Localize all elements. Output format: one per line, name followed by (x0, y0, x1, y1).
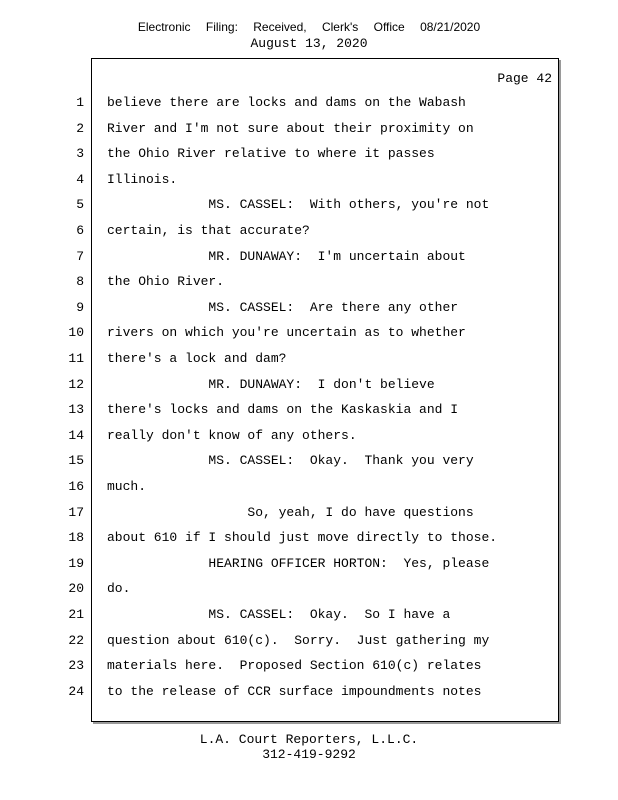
transcript-line (0, 479, 618, 504)
line-text: MS. CASSEL: Are there any other (107, 299, 459, 315)
line-text: about 610 if I should just move directly to those. (107, 530, 498, 546)
stamp-date: 08/21/2020 (420, 20, 481, 34)
transcript-line (0, 607, 618, 632)
stamp-label-clerks: Clerk's (321, 20, 359, 34)
transcript-line (0, 172, 618, 197)
line-number: 3 (76, 146, 84, 162)
transcript-line (0, 146, 618, 171)
transcript-line (0, 633, 618, 658)
line-number: 10 (68, 325, 84, 341)
transcript-line (0, 300, 618, 325)
transcript-line (0, 505, 618, 530)
stamp-label-filing: Filing: (205, 20, 238, 34)
line-text: MR. DUNAWAY: I don't believe (107, 376, 435, 392)
footer-company: L.A. Court Reporters, L.L.C. (199, 732, 419, 747)
transcript-line (0, 325, 618, 350)
line-number: 7 (76, 248, 84, 264)
line-text: the Ohio River relative to where it passes (107, 146, 435, 162)
line-text: question about 610(c). Sorry. Just gathering my (107, 632, 490, 648)
transcript-date: August 13, 2020 (250, 36, 368, 51)
line-number: 8 (76, 274, 84, 290)
line-number: 22 (68, 632, 84, 648)
line-text: River and I'm not sure about their proximity on (107, 120, 474, 136)
filing-stamp (0, 20, 618, 34)
line-number: 18 (68, 530, 84, 546)
transcript-line (0, 402, 618, 427)
line-number: 20 (68, 581, 84, 597)
line-number: 12 (68, 376, 84, 392)
transcript-line (0, 274, 618, 299)
line-text: MR. DUNAWAY: I'm uncertain about (107, 248, 466, 264)
line-number: 16 (68, 479, 84, 494)
line-text: MS. CASSEL: Okay. So I have a (107, 607, 451, 622)
line-text: materials here. Proposed Section 610(c) relates (107, 658, 482, 674)
transcript-line (0, 121, 618, 146)
line-number: 13 (68, 402, 84, 418)
line-text: certain, is that accurate? (107, 223, 310, 238)
line-text: the Ohio River. (107, 274, 225, 290)
line-number: 9 (76, 299, 84, 315)
line-text: believe there are locks and dams on the Wabash (107, 95, 466, 110)
line-number: 4 (76, 171, 84, 187)
line-text: HEARING OFFICER HORTON: Yes, please (107, 555, 490, 571)
transcript-line (0, 453, 618, 478)
line-number: 17 (68, 504, 84, 520)
line-text: much. (107, 479, 147, 494)
line-text: So, yeah, I do have questions (107, 504, 474, 520)
line-text: to the release of CCR surface impoundments notes (107, 683, 482, 699)
transcript-line (0, 377, 618, 402)
line-number: 14 (68, 427, 84, 443)
transcript-line (0, 556, 618, 581)
line-number: 2 (76, 120, 84, 136)
line-text: really don't know of any others. (107, 427, 357, 443)
transcript-line (0, 95, 618, 120)
stamp-label-received: Received, (253, 20, 307, 34)
transcript-line (0, 428, 618, 453)
transcript-line (0, 658, 618, 683)
transcript-line (0, 581, 618, 606)
line-text: there's locks and dams on the Kaskaskia and I (107, 402, 459, 418)
line-number: 19 (68, 555, 84, 571)
transcript-line (0, 530, 618, 555)
line-number: 1 (76, 95, 84, 110)
line-text: there's a lock and dam? (107, 351, 287, 366)
line-text: rivers on which you're uncertain as to whether (107, 325, 466, 341)
line-number: 24 (68, 683, 84, 699)
line-number: 15 (68, 453, 84, 469)
page-number: Page 42 (497, 71, 552, 86)
line-number: 5 (76, 197, 84, 213)
stamp-label-electronic: Electronic (137, 20, 191, 34)
line-number: 21 (68, 607, 84, 622)
stamp-label-office: Office (373, 20, 405, 34)
transcript-line (0, 197, 618, 222)
line-text: MS. CASSEL: With others, you're not (107, 197, 490, 213)
line-text: do. (107, 581, 131, 597)
line-number: 11 (68, 351, 84, 366)
transcript-line (0, 684, 618, 709)
line-text: MS. CASSEL: Okay. Thank you very (107, 453, 474, 469)
transcript-line (0, 223, 618, 248)
footer-phone: 312-419-9292 (262, 747, 356, 762)
transcript-line (0, 249, 618, 274)
line-number: 23 (68, 658, 84, 674)
line-text: Illinois. (107, 171, 178, 187)
line-number: 6 (76, 223, 84, 238)
transcript-line (0, 351, 618, 376)
